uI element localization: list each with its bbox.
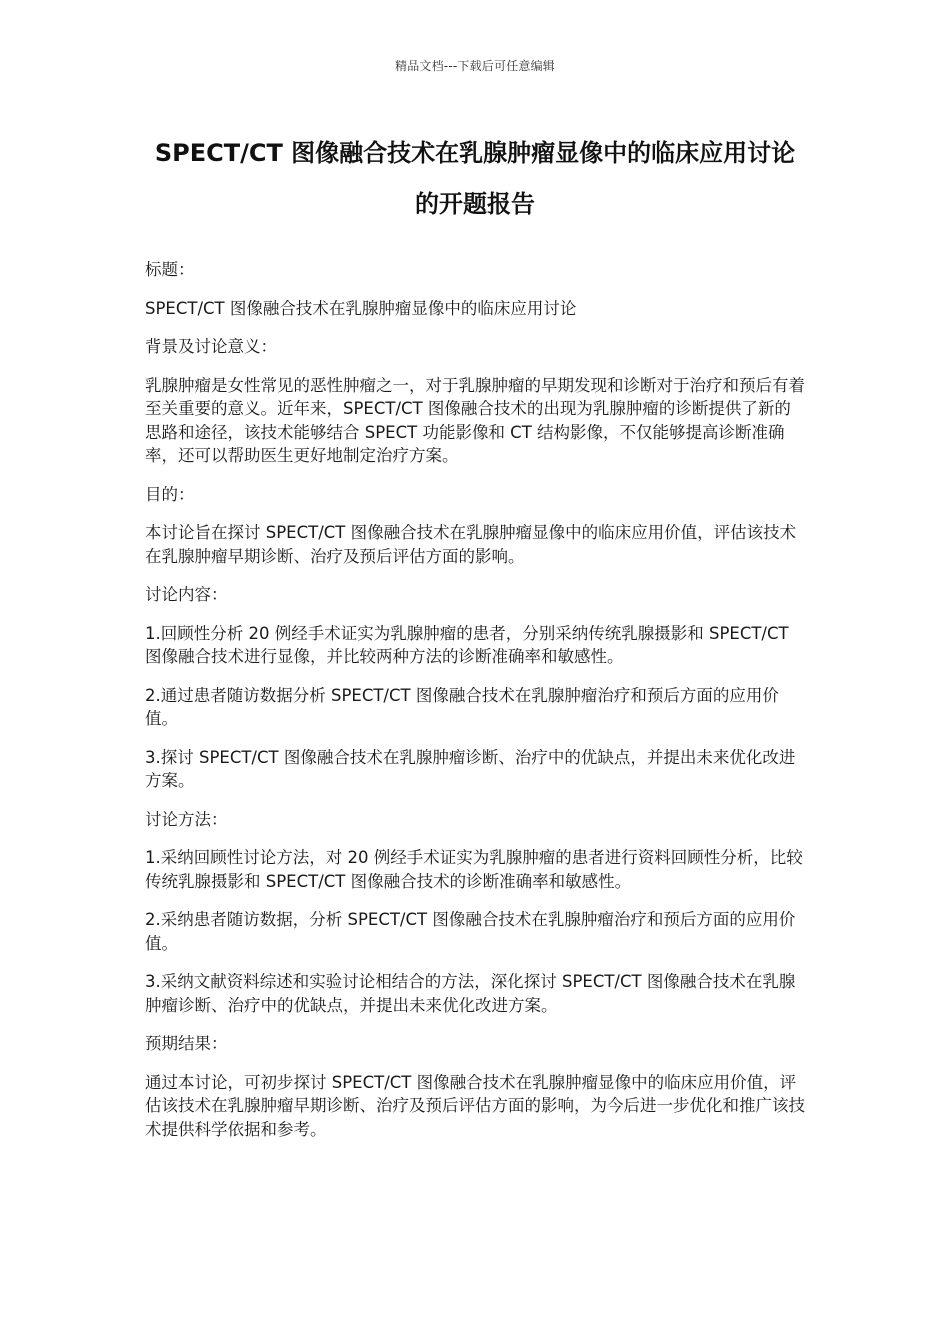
title-text: SPECT/CT 图像融合技术在乳腺肿瘤显像中的临床应用讨论 (145, 298, 577, 318)
document-title: SPECT/CT 图像融合技术在乳腺肿瘤显像中的临床应用讨论的开题报告 (154, 139, 796, 218)
background-paragraph: 乳腺肿瘤是女性常见的恶性肿瘤之一，对于乳腺肿瘤的早期发现和诊断对于治疗和预后有着至关重要的意义。近年来，SPECT/CT 图像融合技术的出现为乳腺肿瘤的诊断提供了新的思路和途径，该技术能够结合 SPECT 功能影像和 CT 结构影像，不仅能够提高诊断准确率，还可以帮助医生更好地制定治疗方案。 (145, 375, 805, 465)
section-heading-expected-results: 预期结果： (145, 1034, 228, 1053)
method-item-1: 1.采纳回顾性讨论方法，对 20 例经手术证实为乳腺肿瘤的患者进行资料回顾性分析，比较传统乳腺摄影和 SPECT/CT 图像融合技术的诊断准确率和敏感性。 (145, 848, 803, 891)
method-item-2: 2.采纳患者随访数据，分析 SPECT/CT 图像融合技术在乳腺肿瘤治疗和预后方面的应用价值。 (145, 910, 796, 953)
content-item-2: 2.通过患者随访数据分析 SPECT/CT 图像融合技术在乳腺肿瘤治疗和预后方面的应用价值。 (145, 685, 779, 728)
page-header: 精品文档---下载后可任意编辑 (395, 59, 555, 73)
section-heading-content: 讨论内容： (145, 585, 228, 604)
section-heading-background: 背景及讨论意义： (145, 337, 277, 356)
section-heading-title-label: 标题： (145, 260, 195, 279)
content-item-3: 3.探讨 SPECT/CT 图像融合技术在乳腺肿瘤诊断、治疗中的优缺点，并提出未来优化改进方案。 (145, 747, 796, 790)
section-heading-methods: 讨论方法： (145, 809, 228, 829)
expected-results-paragraph: 通过本讨论，可初步探讨 SPECT/CT 图像融合技术在乳腺肿瘤显像中的临床应用价值，评估该技术在乳腺肿瘤早期诊断、治疗及预后评估方面的影响，为今后进一步优化和推广该技术提供科学依据和参考。 (145, 1072, 805, 1139)
section-heading-purpose: 目的： (145, 484, 195, 504)
method-item-3: 3.采纳文献资料综述和实验讨论相结合的方法，深化探讨 SPECT/CT 图像融合技术在乳腺肿瘤诊断、治疗中的优缺点，并提出未来优化改进方案。 (145, 972, 796, 1015)
content-item-1: 1.回顾性分析 20 例经手术证实为乳腺肿瘤的患者，分别采纳传统乳腺摄影和 SPECT/CT 图像融合技术进行显像，并比较两种方法的诊断准确率和敏感性。 (145, 623, 789, 666)
document-body (145, 258, 805, 1156)
purpose-paragraph: 本讨论旨在探讨 SPECT/CT 图像融合技术在乳腺肿瘤显像中的临床应用价值，评估该技术在乳腺肿瘤早期诊断、治疗及预后评估方面的影响。 (145, 523, 797, 566)
